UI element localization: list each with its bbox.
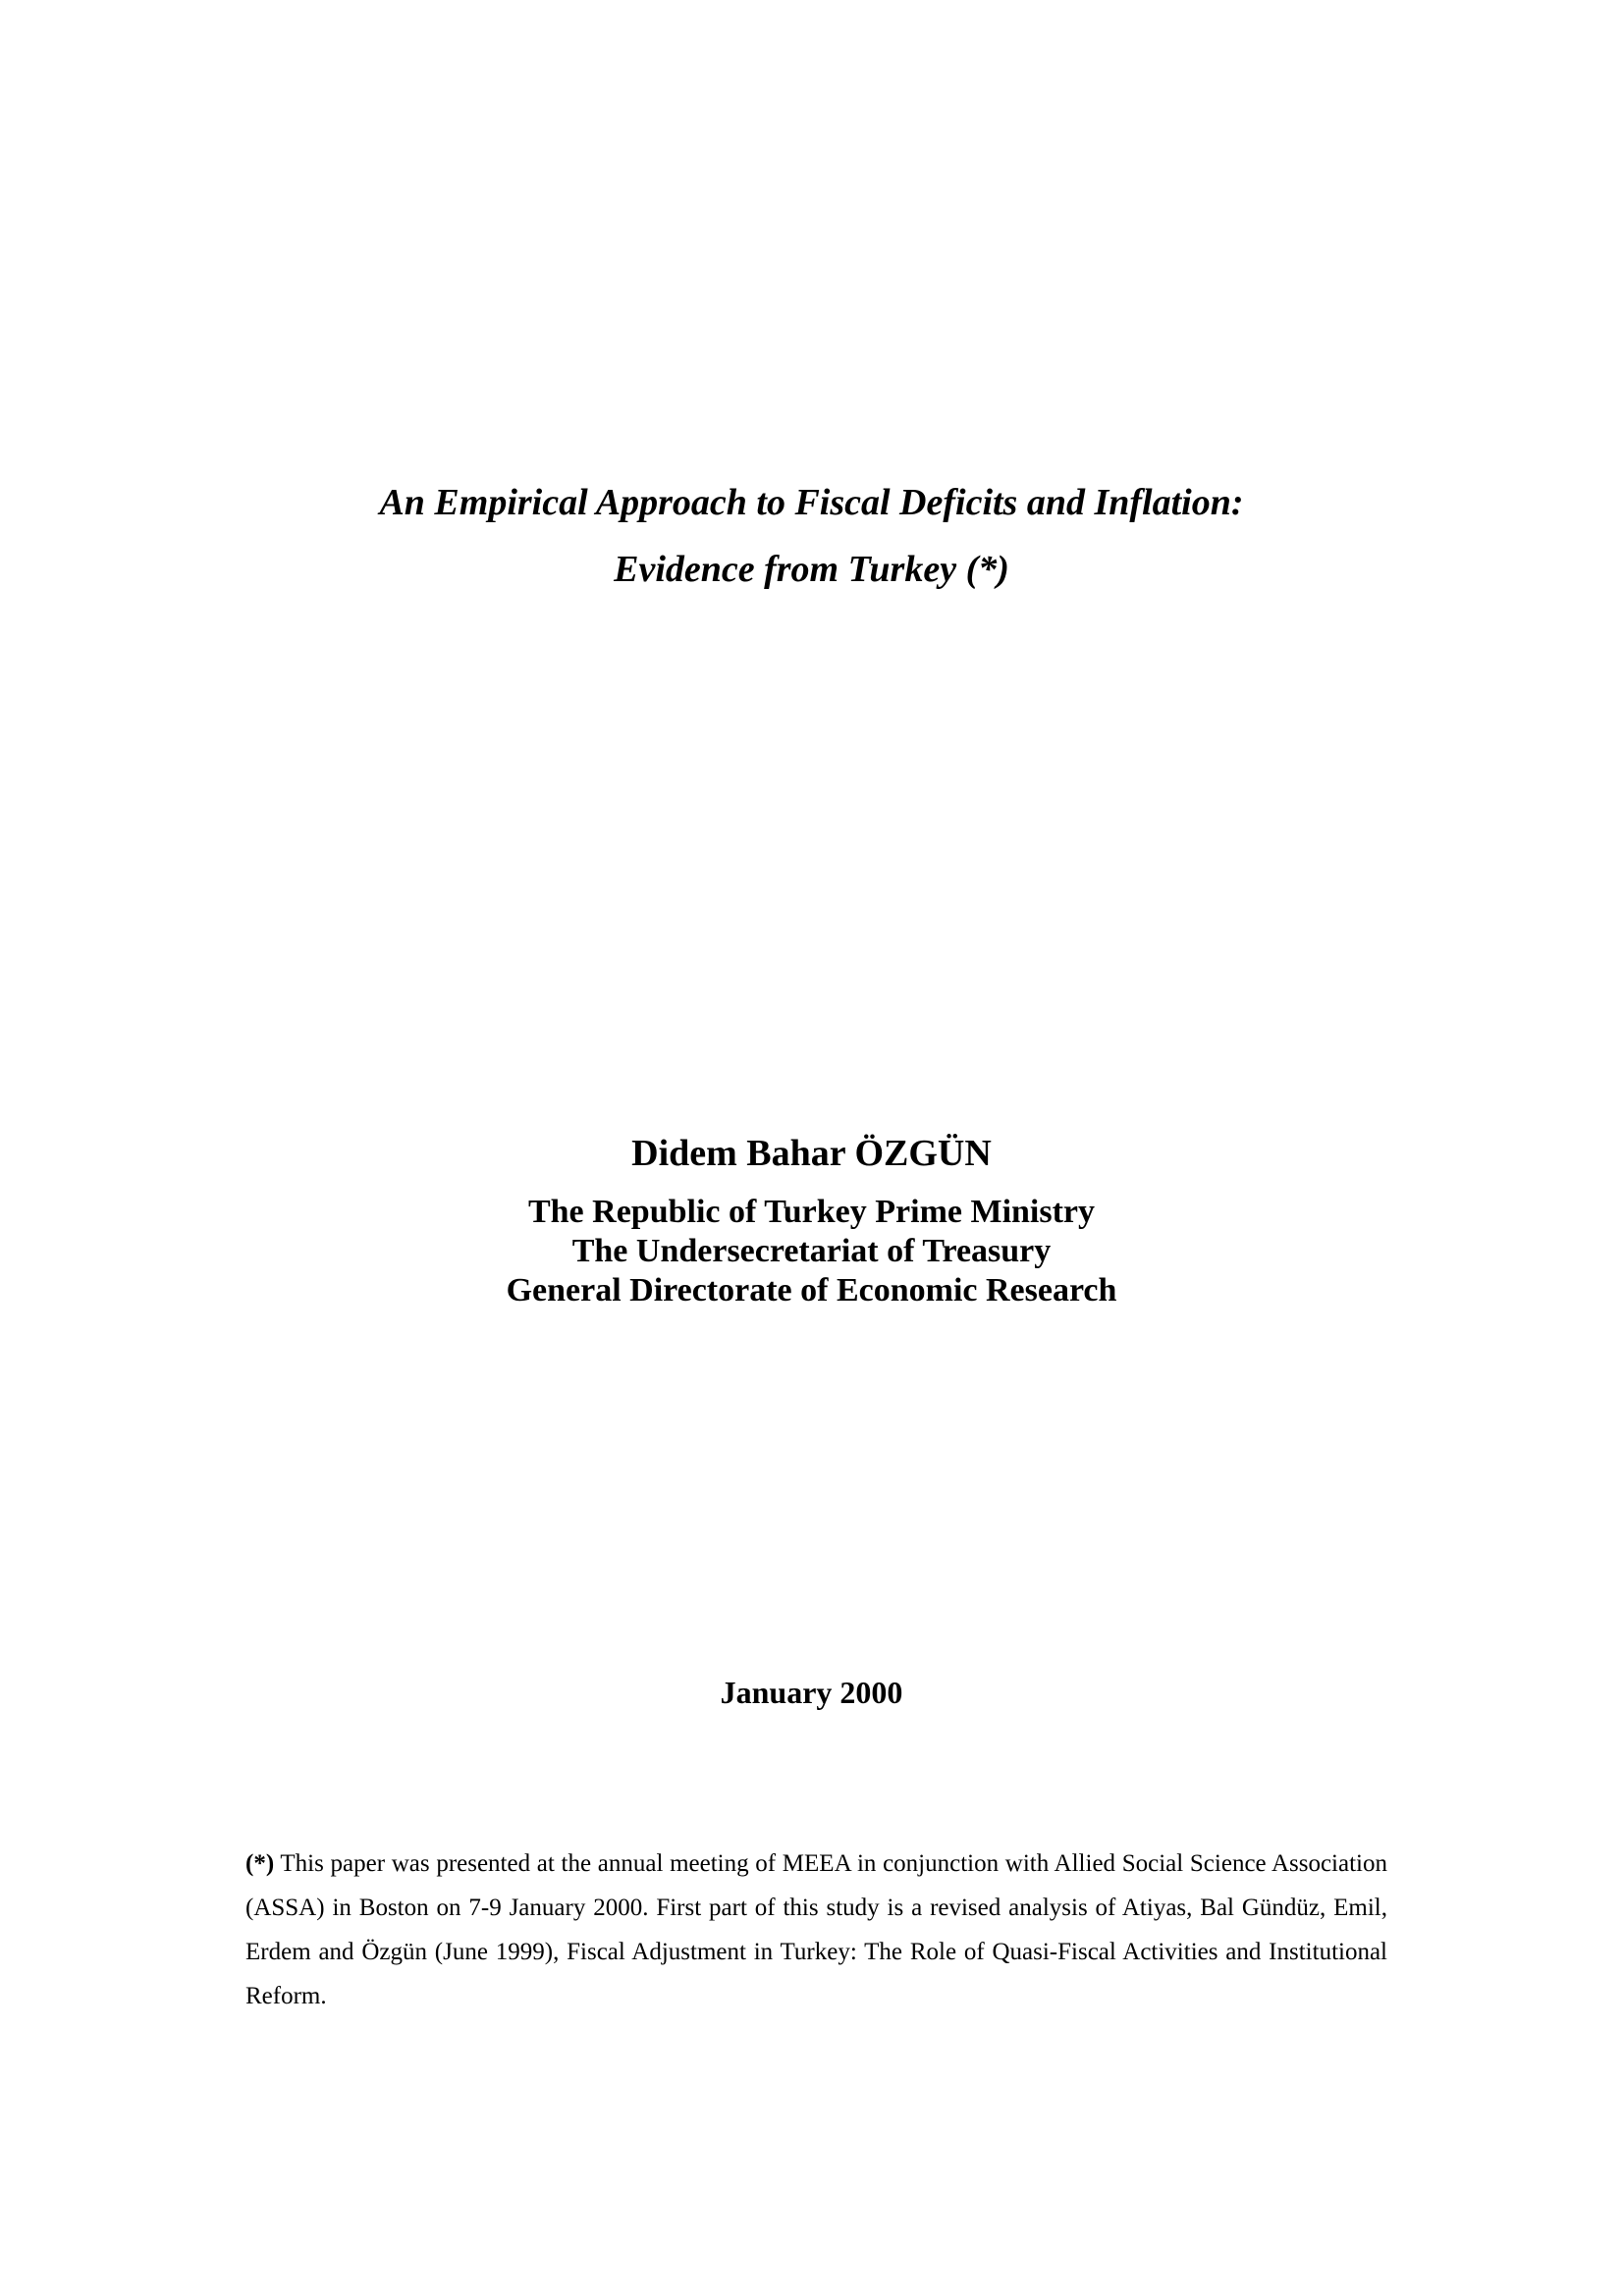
publication-date: January 2000 xyxy=(720,1675,903,1710)
date-block xyxy=(0,1673,1623,1712)
affiliation-line-2: The Undersecretariat of Treasury xyxy=(571,1233,1052,1269)
author-block xyxy=(0,1132,1623,1310)
footnote-marker: (*) xyxy=(245,1850,275,1877)
author-name: Didem Bahar ÖZGÜN xyxy=(631,1133,992,1174)
title-block xyxy=(0,469,1623,603)
document-title-line-1: An Empirical Approach to Fiscal Deficits and Inflation: xyxy=(379,482,1244,523)
document-title-line-2: Evidence from Turkey (*) xyxy=(614,549,1009,590)
affiliation-line-1: The Republic of Turkey Prime Ministry xyxy=(527,1194,1096,1230)
footnote xyxy=(245,1842,1387,2018)
affiliation-line-3: General Directorate of Economic Research xyxy=(506,1272,1117,1308)
footnote-text: This paper was presented at the annual meeting of MEEA in conjunction with Allied Social Science Association (ASSA) in Boston on 7-9 January 2000. First part of this study is a revised analysis of Atiyas, Bal Gündüz, Emil, Erdem and Özgün (June 1999), Fiscal Adjustment in Turkey: The Role of Quasi-Fiscal Activities and Institutional Reform. xyxy=(245,1850,1387,2009)
